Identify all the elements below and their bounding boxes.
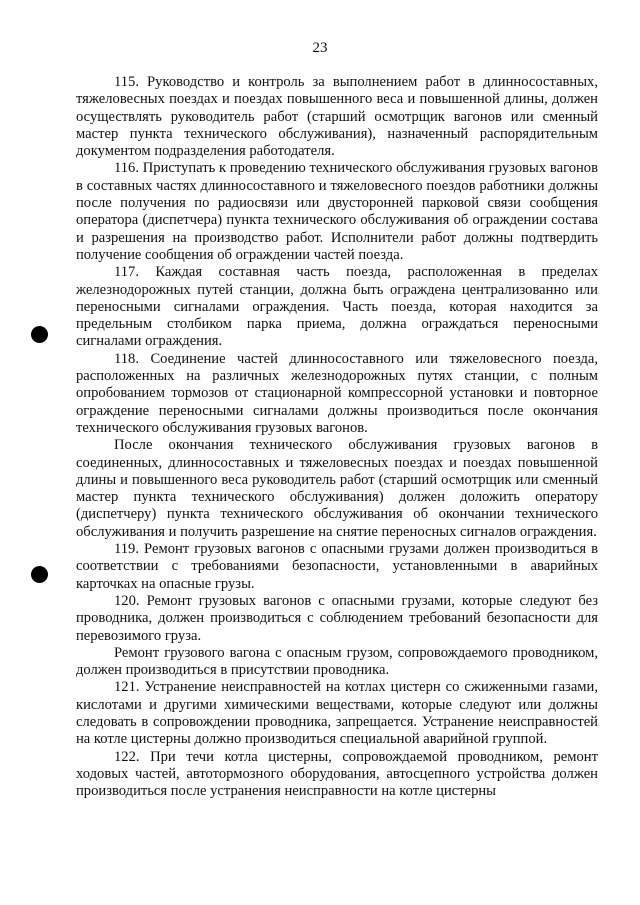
paragraph-118: 118. Соединение частей длинносоставного или тяжеловесного поезда, расположенных на различных железнодорожных путях станции, с полным опробованием тормозов от стационарной компрессорной установки и повторное ограждение переносными сигналами должны производиться после окончания технического обслуживания грузовых вагонов. bbox=[76, 350, 598, 436]
paragraph-120-continuation: Ремонт грузового вагона с опасным грузом, сопровождаемого проводником, должен производиться в присутствии проводника. bbox=[76, 644, 598, 679]
paragraph-121: 121. Устранение неисправностей на котлах цистерн со сжиженными газами, кислотами и другими химическими веществами, которые следуют или должны следовать в сопровождении проводника, запрещается. Устранение неисправностей на котле цистерны должно производиться специальной аварийной группой. bbox=[76, 679, 598, 748]
paragraph-118-continuation: После окончания технического обслуживания грузовых вагонов в соединенных, длинносоставных и тяжеловесных поездах и поездах повышенной длины и повышенного веса руководитель работ (старший осмотрщик или сменный мастер пункта технического обслуживания) должен доложить оператору (диспетчеру) пункта технического обслуживания об окончании технического обслуживания и получить разрешение на снятие переносных сигналов ограждения. bbox=[76, 437, 598, 540]
page-number: 23 bbox=[312, 40, 328, 56]
paragraph-116: 116. Приступать к проведению технического обслуживания грузовых вагонов в составных частях длинносоставного и тяжеловесного поездов работники должны после получения по радиосвязи или двусторонней парковой связи сообщения оператора (диспетчера) пункта технического обслуживания об ограждении состава и разрешения на производство работ. Исполнители работ должны подтвердить получение сообщения об ограждении частей поезда. bbox=[76, 160, 598, 263]
punch-hole bbox=[31, 326, 48, 343]
paragraph-119: 119. Ремонт грузовых вагонов с опасными грузами должен производиться в соответствии с требованиями безопасности, установленными в аварийных карточках на опасные грузы. bbox=[76, 541, 598, 592]
punch-hole bbox=[31, 566, 48, 583]
document-body bbox=[76, 74, 598, 800]
paragraph-122: 122. При течи котла цистерны, сопровождаемой проводником, ремонт ходовых частей, автотормозного оборудования, автосцепного устройства должен производиться после устранения неисправности на котле цистерны bbox=[76, 748, 598, 800]
paragraph-115: 115. Руководство и контроль за выполнением работ в длинносоставных, тяжеловесных поездах и поездах повышенного веса и повышенной длины, должен осуществлять руководитель работ (старший осмотрщик вагонов или сменный мастер пункта технического обслуживания), назначенный распорядительным документом подразделения работодателя. bbox=[76, 74, 598, 160]
paragraph-117: 117. Каждая составная часть поезда, расположенная в пределах железнодорожных путей станции, должна быть ограждена централизованно или переносными сигналами ограждения. Часть поезда, которая находится за предельным столбиком парка приема, должна ограждаться переносными сигналами ограждения. bbox=[76, 264, 598, 350]
paragraph-120: 120. Ремонт грузовых вагонов с опасными грузами, которые следуют без проводника, должен производиться с соблюдением требований безопасности для перевозимого груза. bbox=[76, 592, 598, 644]
